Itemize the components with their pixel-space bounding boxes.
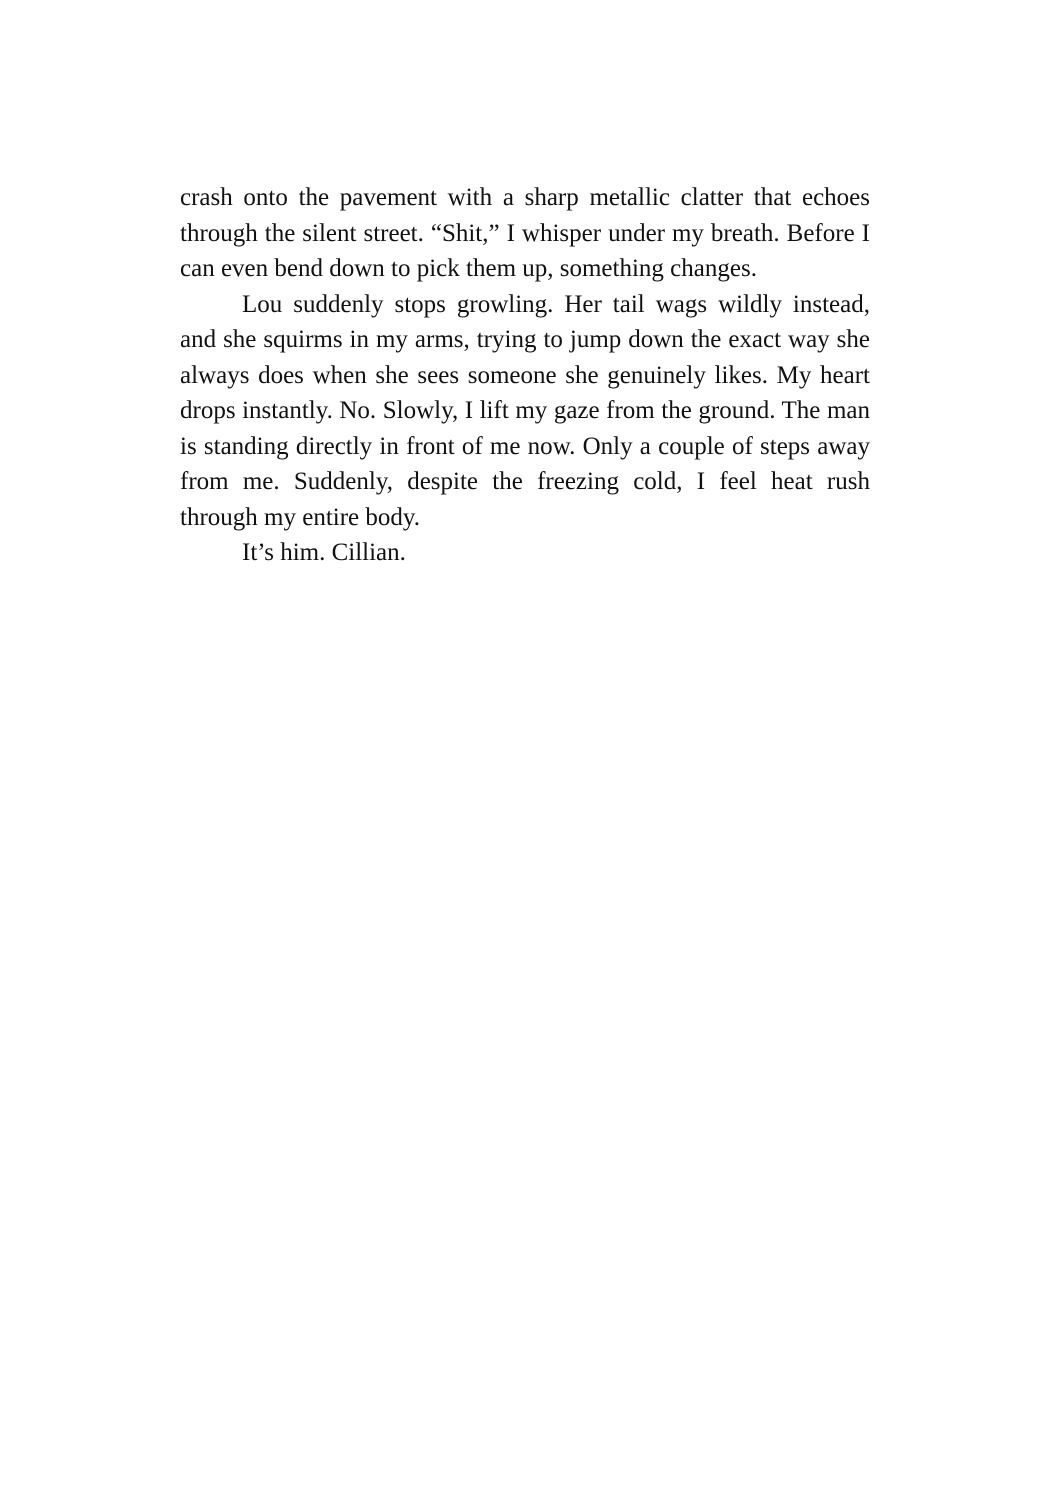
paragraph-its-him: It’s him. Cillian.: [242, 539, 406, 566]
paragraph-lou: Lou suddenly stops growling. Her tail wags wildly instead, and she squirms in my arms, trying to jump down the exact way she always does when she sees someone she genuinely likes. My heart drops instantly. No. Slowly, I lift my gaze from the ground. The man is standing directly in front of me now. Only a couple of steps away from me. Suddenly, despite the freezing cold, I feel heat rush through my entire body.: [180, 290, 870, 531]
paragraph-continuation: crash onto the pavement with a sharp metallic clatter that echoes through the silent street. “Shit,” I whisper under my breath. Before I can even bend down to pick them up, something changes.: [180, 184, 870, 282]
body-text: [180, 180, 870, 571]
